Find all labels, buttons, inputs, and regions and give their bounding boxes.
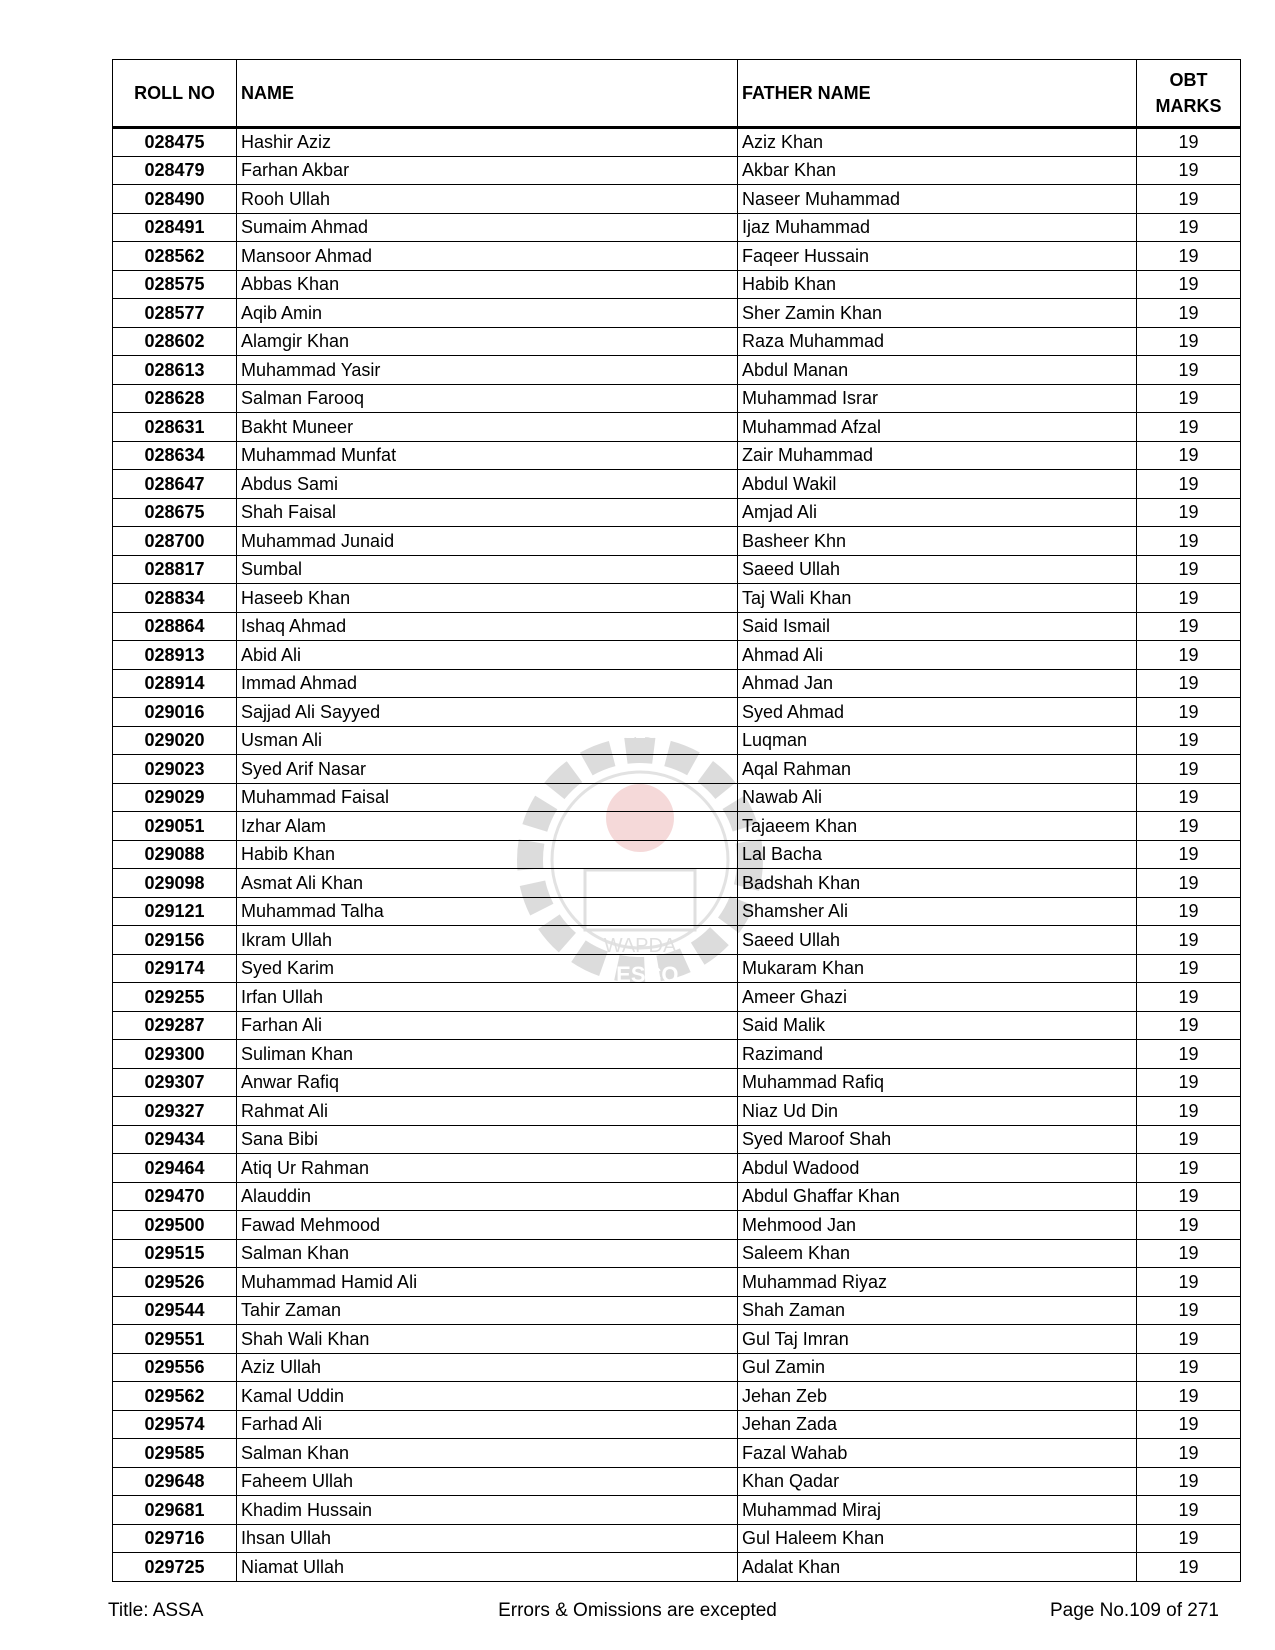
obt-marks-cell: 19 <box>1137 641 1241 670</box>
obt-marks-cell: 19 <box>1137 156 1241 185</box>
roll-no-cell: 029515 <box>113 1239 237 1268</box>
father-name-cell: Muhammad Riyaz <box>738 1268 1137 1297</box>
obt-marks-cell: 19 <box>1137 413 1241 442</box>
table-row <box>113 897 1241 926</box>
obt-marks-cell: 19 <box>1137 1496 1241 1525</box>
obt-marks-cell: 19 <box>1137 1524 1241 1553</box>
table-row <box>113 1239 1241 1268</box>
father-name-cell: Niaz Ud Din <box>738 1097 1137 1126</box>
name-cell: Immad Ahmad <box>237 669 738 698</box>
roll-no-cell: 028562 <box>113 242 237 271</box>
table-row <box>113 926 1241 955</box>
roll-no-cell: 028577 <box>113 299 237 328</box>
name-cell: Alamgir Khan <box>237 327 738 356</box>
father-name-cell: Ahmad Ali <box>738 641 1137 670</box>
obt-marks-cell: 19 <box>1137 698 1241 727</box>
obt-marks-cell: 19 <box>1137 498 1241 527</box>
roll-no-cell: 028631 <box>113 413 237 442</box>
name-cell: Tahir Zaman <box>237 1296 738 1325</box>
father-name-cell: Syed Maroof Shah <box>738 1125 1137 1154</box>
name-cell: Farhan Akbar <box>237 156 738 185</box>
father-name-cell: Luqman <box>738 726 1137 755</box>
roll-no-cell: 029500 <box>113 1211 237 1240</box>
roll-no-cell: 028575 <box>113 270 237 299</box>
obt-marks-cell: 19 <box>1137 669 1241 698</box>
father-name-cell: Muhammad Israr <box>738 384 1137 413</box>
roll-no-cell: 029470 <box>113 1182 237 1211</box>
name-cell: Khadim Hussain <box>237 1496 738 1525</box>
father-name-cell: Ameer Ghazi <box>738 983 1137 1012</box>
father-name-cell: Basheer Khn <box>738 527 1137 556</box>
roll-no-cell: 029156 <box>113 926 237 955</box>
name-cell: Muhammad Talha <box>237 897 738 926</box>
father-name-cell: Abdul Ghaffar Khan <box>738 1182 1137 1211</box>
table-row <box>113 698 1241 727</box>
table-row <box>113 612 1241 641</box>
obt-marks-cell: 19 <box>1137 527 1241 556</box>
table-row <box>113 1353 1241 1382</box>
father-name-cell: Faqeer Hussain <box>738 242 1137 271</box>
roll-no-cell: 029585 <box>113 1439 237 1468</box>
table-row <box>113 1296 1241 1325</box>
name-cell: Abid Ali <box>237 641 738 670</box>
father-name-cell: Saeed Ullah <box>738 926 1137 955</box>
table-row <box>113 1524 1241 1553</box>
roll-no-cell: 028834 <box>113 584 237 613</box>
roll-no-cell: 029307 <box>113 1068 237 1097</box>
table-row <box>113 299 1241 328</box>
roll-no-cell: 028491 <box>113 213 237 242</box>
roll-no-cell: 028647 <box>113 470 237 499</box>
name-cell: Muhammad Hamid Ali <box>237 1268 738 1297</box>
roll-no-cell: 029716 <box>113 1524 237 1553</box>
obt-marks-cell: 19 <box>1137 356 1241 385</box>
table-row <box>113 1439 1241 1468</box>
father-name-cell: Ijaz Muhammad <box>738 213 1137 242</box>
obt-marks-cell: 19 <box>1137 1011 1241 1040</box>
roll-no-cell: 029287 <box>113 1011 237 1040</box>
roll-no-cell: 029327 <box>113 1097 237 1126</box>
roll-no-cell: 029098 <box>113 869 237 898</box>
name-cell: Sumbal <box>237 555 738 584</box>
roll-no-cell: 028634 <box>113 441 237 470</box>
name-cell: Ihsan Ullah <box>237 1524 738 1553</box>
roll-no-cell: 029023 <box>113 755 237 784</box>
table-row <box>113 1553 1241 1582</box>
table-row <box>113 1154 1241 1183</box>
obt-marks-cell: 19 <box>1137 926 1241 955</box>
name-cell: Fawad Mehmood <box>237 1211 738 1240</box>
obt-marks-cell: 19 <box>1137 755 1241 784</box>
name-cell: Habib Khan <box>237 840 738 869</box>
name-cell: Rahmat Ali <box>237 1097 738 1126</box>
table-row <box>113 555 1241 584</box>
roll-no-cell: 029088 <box>113 840 237 869</box>
roll-no-cell: 028913 <box>113 641 237 670</box>
obt-marks-cell: 19 <box>1137 470 1241 499</box>
obt-marks-cell: 19 <box>1137 327 1241 356</box>
table-row <box>113 1182 1241 1211</box>
name-cell: Muhammad Munfat <box>237 441 738 470</box>
obt-marks-cell: 19 <box>1137 1439 1241 1468</box>
table-row <box>113 983 1241 1012</box>
footer-title: Title: ASSA <box>108 1600 204 1621</box>
table-row <box>113 413 1241 442</box>
name-cell: Alauddin <box>237 1182 738 1211</box>
obt-marks-cell: 19 <box>1137 1154 1241 1183</box>
father-name-cell: Said Malik <box>738 1011 1137 1040</box>
obt-marks-cell: 19 <box>1137 1410 1241 1439</box>
table-row <box>113 128 1241 157</box>
table-row <box>113 1268 1241 1297</box>
father-name-cell: Khan Qadar <box>738 1467 1137 1496</box>
obt-marks-cell: 19 <box>1137 213 1241 242</box>
roll-no-cell: 028613 <box>113 356 237 385</box>
table-row <box>113 1496 1241 1525</box>
roll-no-cell: 029556 <box>113 1353 237 1382</box>
roll-no-cell: 029681 <box>113 1496 237 1525</box>
obt-marks-cell: 19 <box>1137 1182 1241 1211</box>
results-table <box>112 59 1241 1582</box>
name-cell: Irfan Ullah <box>237 983 738 1012</box>
father-name-cell: Amjad Ali <box>738 498 1137 527</box>
father-name-cell: Saleem Khan <box>738 1239 1137 1268</box>
roll-no-cell: 028475 <box>113 128 237 157</box>
obt-marks-cell: 19 <box>1137 1296 1241 1325</box>
name-cell: Ishaq Ahmad <box>237 612 738 641</box>
father-name-cell: Taj Wali Khan <box>738 584 1137 613</box>
obt-marks-cell: 19 <box>1137 612 1241 641</box>
father-name-cell: Mukaram Khan <box>738 954 1137 983</box>
obt-marks-cell: 19 <box>1137 384 1241 413</box>
obt-marks-cell: 19 <box>1137 869 1241 898</box>
watermark-label-bottom: PESCO <box>601 962 679 987</box>
roll-no-cell: 029255 <box>113 983 237 1012</box>
obt-marks-cell: 19 <box>1137 185 1241 214</box>
header-obt-marks-line1: OBT <box>1169 70 1208 90</box>
father-name-cell: Jehan Zada <box>738 1410 1137 1439</box>
roll-no-cell: 028602 <box>113 327 237 356</box>
father-name-cell: Badshah Khan <box>738 869 1137 898</box>
father-name-cell: Saeed Ullah <box>738 555 1137 584</box>
father-name-cell: Jehan Zeb <box>738 1382 1137 1411</box>
header-row <box>113 60 1241 128</box>
roll-no-cell: 028479 <box>113 156 237 185</box>
table-row <box>113 783 1241 812</box>
table-row <box>113 270 1241 299</box>
header-father-name: FATHER NAME <box>738 60 1137 128</box>
obt-marks-cell: 19 <box>1137 1211 1241 1240</box>
roll-no-cell: 029051 <box>113 812 237 841</box>
table-row <box>113 384 1241 413</box>
table-row <box>113 641 1241 670</box>
father-name-cell: Naseer Muhammad <box>738 185 1137 214</box>
obt-marks-cell: 19 <box>1137 783 1241 812</box>
father-name-cell: Gul Zamin <box>738 1353 1137 1382</box>
table-row <box>113 1097 1241 1126</box>
table-row <box>113 1011 1241 1040</box>
name-cell: Farhad Ali <box>237 1410 738 1439</box>
table-row <box>113 669 1241 698</box>
obt-marks-cell: 19 <box>1137 1467 1241 1496</box>
footer-page-number: Page No.109 of 271 <box>1049 1600 1219 1621</box>
table-row <box>113 1382 1241 1411</box>
father-name-cell: Abdul Manan <box>738 356 1137 385</box>
table-row <box>113 1040 1241 1069</box>
name-cell: Farhan Ali <box>237 1011 738 1040</box>
name-cell: Salman Khan <box>237 1439 738 1468</box>
father-name-cell: Tajaeem Khan <box>738 812 1137 841</box>
roll-no-cell: 029300 <box>113 1040 237 1069</box>
table-row <box>113 242 1241 271</box>
father-name-cell: Ahmad Jan <box>738 669 1137 698</box>
name-cell: Sana Bibi <box>237 1125 738 1154</box>
table-row <box>113 156 1241 185</box>
father-name-cell: Razimand <box>738 1040 1137 1069</box>
name-cell: Faheem Ullah <box>237 1467 738 1496</box>
obt-marks-cell: 19 <box>1137 897 1241 926</box>
name-cell: Aziz Ullah <box>237 1353 738 1382</box>
roll-no-cell: 028628 <box>113 384 237 413</box>
father-name-cell: Nawab Ali <box>738 783 1137 812</box>
name-cell: Sumaim Ahmad <box>237 213 738 242</box>
roll-no-cell: 028700 <box>113 527 237 556</box>
father-name-cell: Fazal Wahab <box>738 1439 1137 1468</box>
table-row <box>113 1467 1241 1496</box>
name-cell: Muhammad Junaid <box>237 527 738 556</box>
table-row <box>113 1125 1241 1154</box>
obt-marks-cell: 19 <box>1137 840 1241 869</box>
roll-no-cell: 029574 <box>113 1410 237 1439</box>
obt-marks-cell: 19 <box>1137 726 1241 755</box>
roll-no-cell: 029725 <box>113 1553 237 1582</box>
table-row <box>113 1211 1241 1240</box>
roll-no-cell: 028864 <box>113 612 237 641</box>
father-name-cell: Akbar Khan <box>738 156 1137 185</box>
father-name-cell: Abdul Wadood <box>738 1154 1137 1183</box>
name-cell: Abbas Khan <box>237 270 738 299</box>
roll-no-cell: 029434 <box>113 1125 237 1154</box>
table-row <box>113 954 1241 983</box>
name-cell: Shah Wali Khan <box>237 1325 738 1354</box>
roll-no-cell: 029020 <box>113 726 237 755</box>
obt-marks-cell: 19 <box>1137 441 1241 470</box>
roll-no-cell: 029648 <box>113 1467 237 1496</box>
father-name-cell: Muhammad Rafiq <box>738 1068 1137 1097</box>
obt-marks-cell: 19 <box>1137 1553 1241 1582</box>
header-roll-no: ROLL NO <box>113 60 237 128</box>
name-cell: Salman Farooq <box>237 384 738 413</box>
roll-no-cell: 029526 <box>113 1268 237 1297</box>
name-cell: Kamal Uddin <box>237 1382 738 1411</box>
father-name-cell: Aqal Rahman <box>738 755 1137 784</box>
name-cell: Bakht Muneer <box>237 413 738 442</box>
roll-no-cell: 029551 <box>113 1325 237 1354</box>
father-name-cell: Muhammad Afzal <box>738 413 1137 442</box>
obt-marks-cell: 19 <box>1137 1239 1241 1268</box>
name-cell: Haseeb Khan <box>237 584 738 613</box>
name-cell: Syed Arif Nasar <box>237 755 738 784</box>
name-cell: Asmat Ali Khan <box>237 869 738 898</box>
obt-marks-cell: 19 <box>1137 1353 1241 1382</box>
father-name-cell: Syed Ahmad <box>738 698 1137 727</box>
father-name-cell: Mehmood Jan <box>738 1211 1137 1240</box>
roll-no-cell: 029562 <box>113 1382 237 1411</box>
name-cell: Suliman Khan <box>237 1040 738 1069</box>
name-cell: Aqib Amin <box>237 299 738 328</box>
table-row <box>113 356 1241 385</box>
father-name-cell: Said Ismail <box>738 612 1137 641</box>
father-name-cell: Habib Khan <box>738 270 1137 299</box>
table-row <box>113 869 1241 898</box>
name-cell: Mansoor Ahmad <box>237 242 738 271</box>
roll-no-cell: 029016 <box>113 698 237 727</box>
name-cell: Ikram Ullah <box>237 926 738 955</box>
table-row <box>113 812 1241 841</box>
name-cell: Izhar Alam <box>237 812 738 841</box>
name-cell: Sajjad Ali Sayyed <box>237 698 738 727</box>
father-name-cell: Lal Bacha <box>738 840 1137 869</box>
table-row <box>113 441 1241 470</box>
roll-no-cell: 028490 <box>113 185 237 214</box>
obt-marks-cell: 19 <box>1137 954 1241 983</box>
name-cell: Anwar Rafiq <box>237 1068 738 1097</box>
father-name-cell: Shamsher Ali <box>738 897 1137 926</box>
table-row <box>113 1325 1241 1354</box>
father-name-cell: Zair Muhammad <box>738 441 1137 470</box>
father-name-cell: Adalat Khan <box>738 1553 1137 1582</box>
obt-marks-cell: 19 <box>1137 1068 1241 1097</box>
father-name-cell: Gul Taj Imran <box>738 1325 1137 1354</box>
table-row <box>113 498 1241 527</box>
table-row <box>113 840 1241 869</box>
name-cell: Atiq Ur Rahman <box>237 1154 738 1183</box>
table-row <box>113 470 1241 499</box>
roll-no-cell: 028817 <box>113 555 237 584</box>
obt-marks-cell: 19 <box>1137 270 1241 299</box>
name-cell: Salman Khan <box>237 1239 738 1268</box>
obt-marks-cell: 19 <box>1137 128 1241 157</box>
name-cell: Usman Ali <box>237 726 738 755</box>
obt-marks-cell: 19 <box>1137 299 1241 328</box>
roll-no-cell: 029029 <box>113 783 237 812</box>
obt-marks-cell: 19 <box>1137 983 1241 1012</box>
name-cell: Muhammad Faisal <box>237 783 738 812</box>
obt-marks-cell: 19 <box>1137 1382 1241 1411</box>
father-name-cell: Muhammad Miraj <box>738 1496 1137 1525</box>
roll-no-cell: 029544 <box>113 1296 237 1325</box>
father-name-cell: Gul Haleem Khan <box>738 1524 1137 1553</box>
table-row <box>113 755 1241 784</box>
table-row <box>113 185 1241 214</box>
father-name-cell: Abdul Wakil <box>738 470 1137 499</box>
watermark-label-top: WAPDA <box>603 935 677 957</box>
roll-no-cell: 029174 <box>113 954 237 983</box>
roll-no-cell: 029121 <box>113 897 237 926</box>
obt-marks-cell: 19 <box>1137 1125 1241 1154</box>
footer-note: Errors & Omissions are excepted <box>498 1600 777 1621</box>
obt-marks-cell: 19 <box>1137 555 1241 584</box>
table-row <box>113 527 1241 556</box>
obt-marks-cell: 19 <box>1137 1325 1241 1354</box>
table-row <box>113 327 1241 356</box>
table-row <box>113 1410 1241 1439</box>
father-name-cell: Raza Muhammad <box>738 327 1137 356</box>
table-row <box>113 1068 1241 1097</box>
table-row <box>113 584 1241 613</box>
name-cell: Niamat Ullah <box>237 1553 738 1582</box>
obt-marks-cell: 19 <box>1137 242 1241 271</box>
name-cell: Abdus Sami <box>237 470 738 499</box>
name-cell: Rooh Ullah <box>237 185 738 214</box>
roll-no-cell: 028675 <box>113 498 237 527</box>
name-cell: Hashir Aziz <box>237 128 738 157</box>
obt-marks-cell: 19 <box>1137 812 1241 841</box>
obt-marks-cell: 19 <box>1137 1097 1241 1126</box>
obt-marks-cell: 19 <box>1137 584 1241 613</box>
watermark-ring-text: PESHAWAR ELECTRIC SUPPLY <box>518 725 762 742</box>
roll-no-cell: 029464 <box>113 1154 237 1183</box>
name-cell: Syed Karim <box>237 954 738 983</box>
name-cell: Muhammad Yasir <box>237 356 738 385</box>
header-obt-marks <box>1137 60 1241 128</box>
obt-marks-cell: 19 <box>1137 1268 1241 1297</box>
table-row <box>113 726 1241 755</box>
table-row <box>113 213 1241 242</box>
roll-no-cell: 028914 <box>113 669 237 698</box>
obt-marks-cell: 19 <box>1137 1040 1241 1069</box>
father-name-cell: Aziz Khan <box>738 128 1137 157</box>
header-name: NAME <box>237 60 738 128</box>
name-cell: Shah Faisal <box>237 498 738 527</box>
father-name-cell: Shah Zaman <box>738 1296 1137 1325</box>
father-name-cell: Sher Zamin Khan <box>738 299 1137 328</box>
header-obt-marks-line2: MARKS <box>1155 96 1222 116</box>
